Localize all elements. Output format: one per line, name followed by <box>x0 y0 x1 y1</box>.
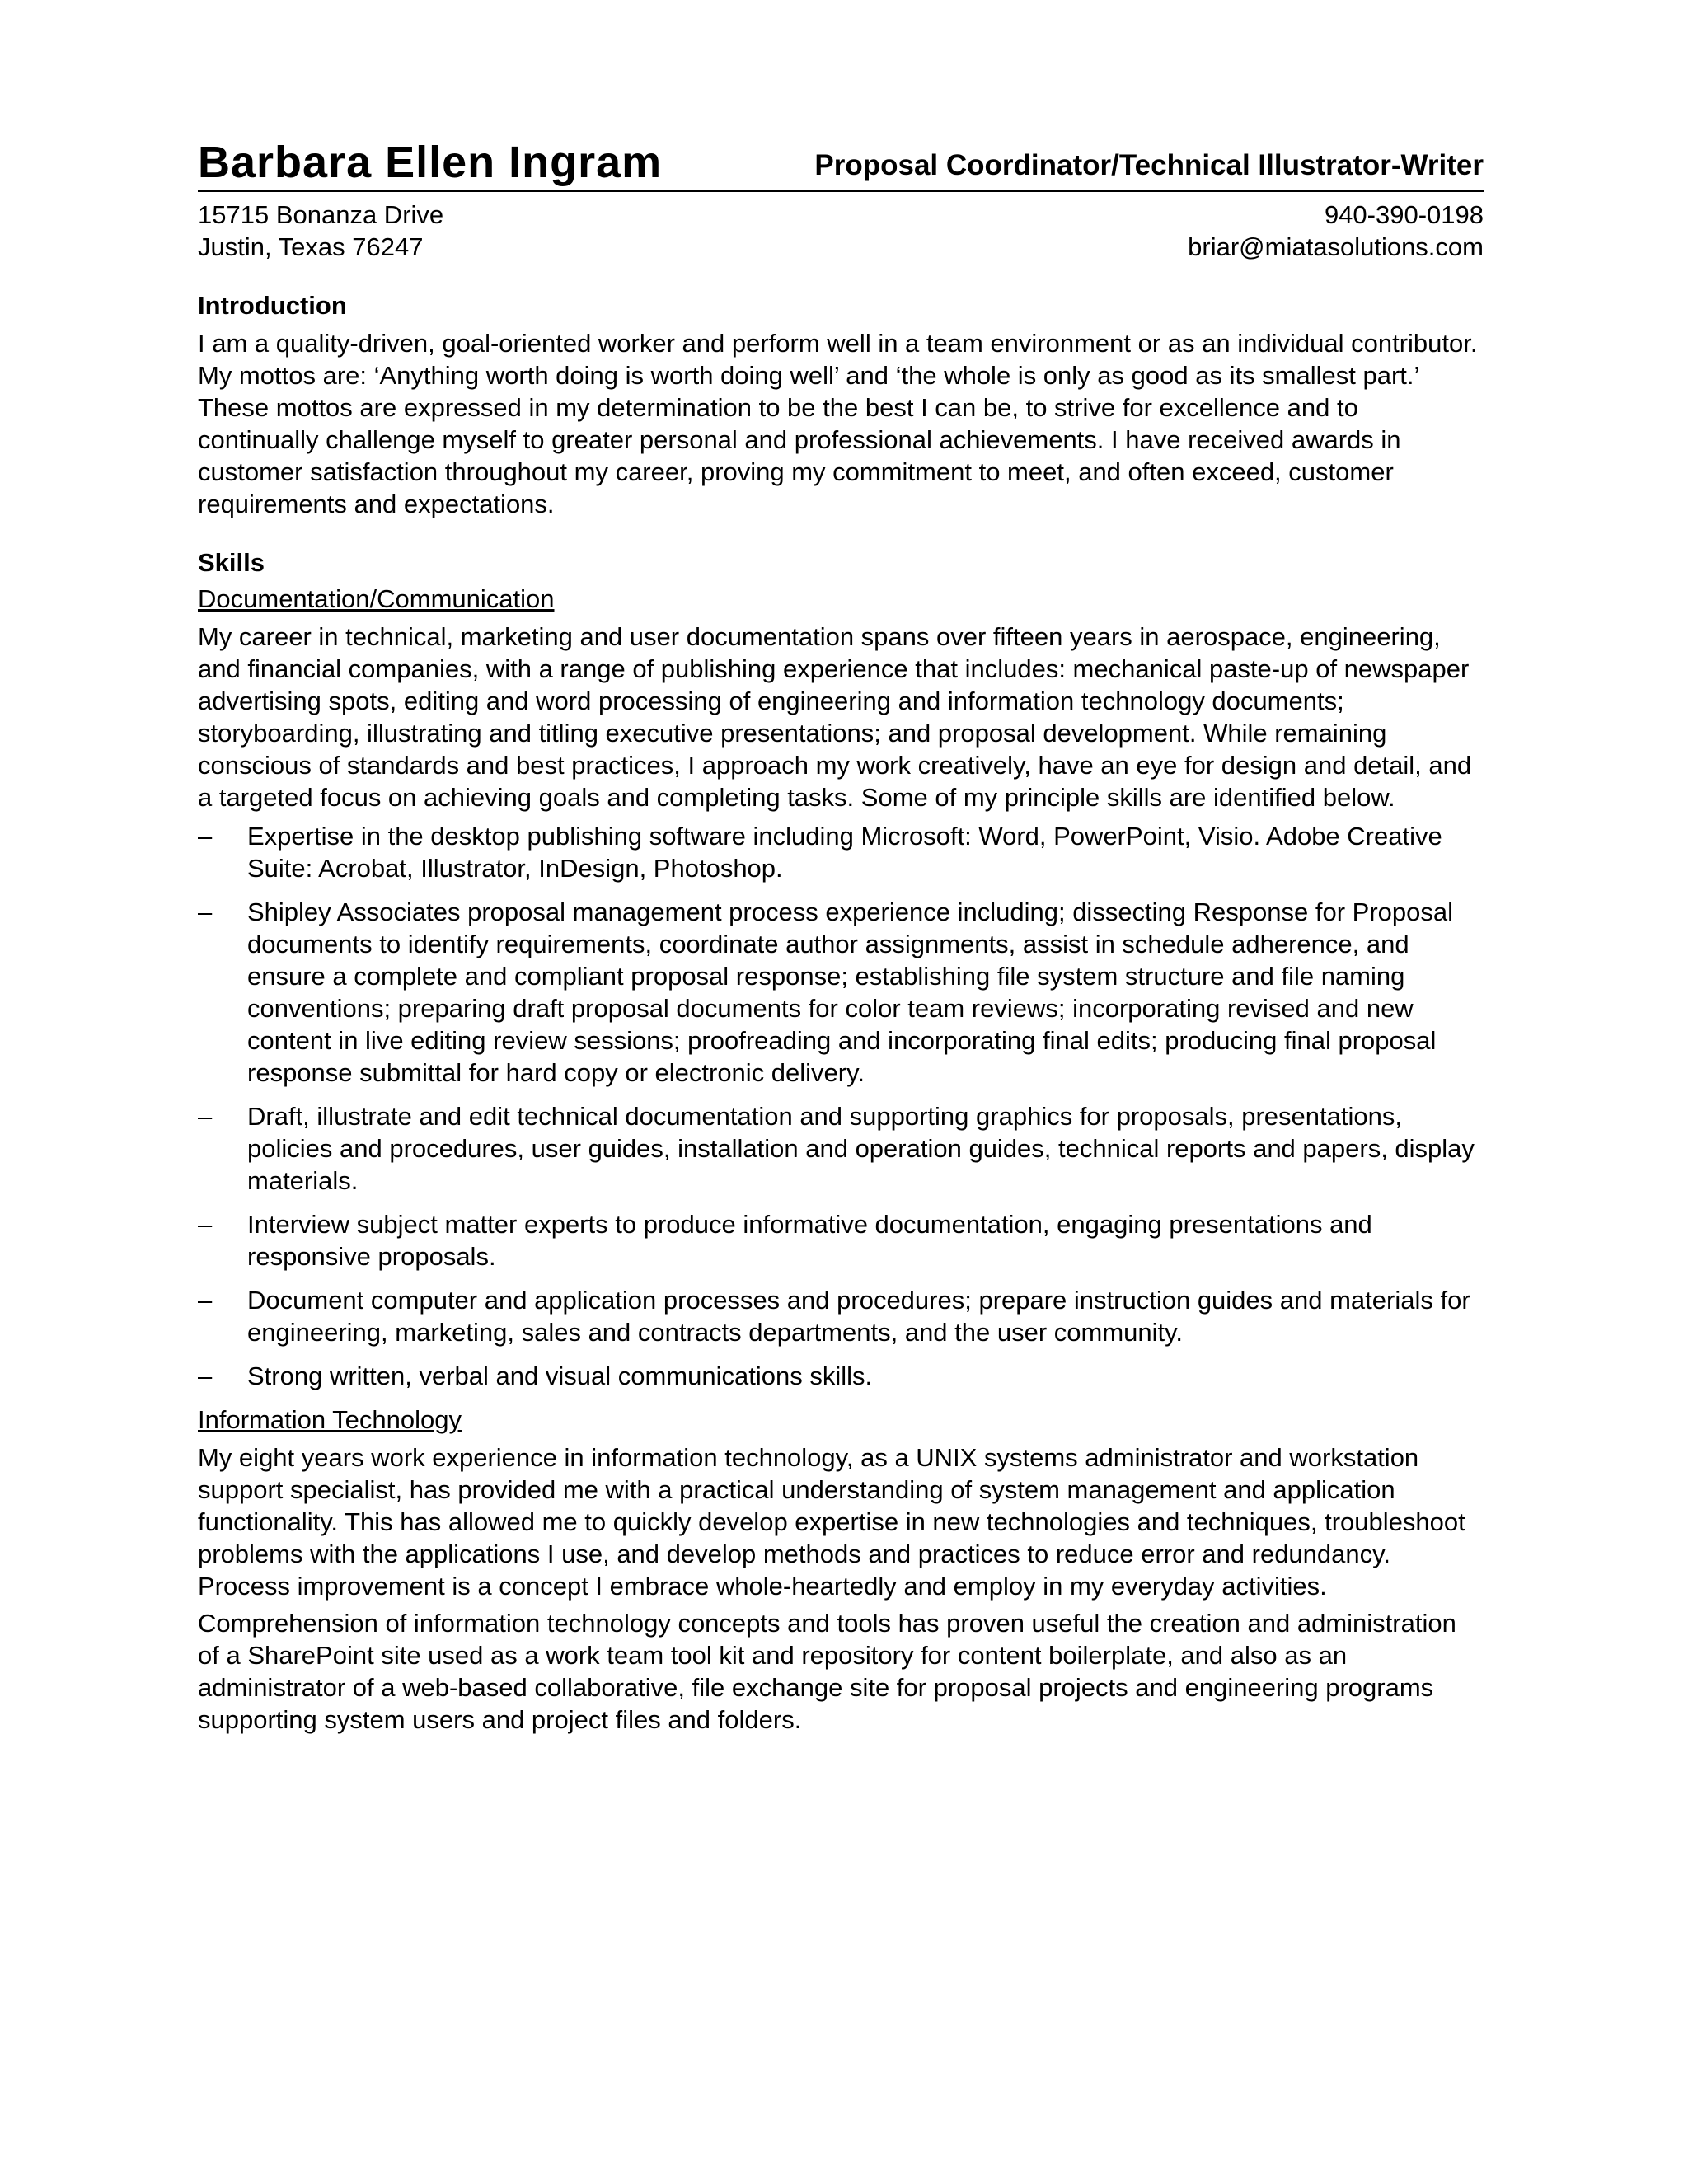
bullet-dash: – <box>198 822 213 851</box>
skills-bullet-list <box>198 820 1484 1392</box>
contact-block <box>198 199 1484 263</box>
list-item <box>198 1100 1484 1197</box>
email-address: briar@miatasolutions.com <box>1188 232 1484 261</box>
resume-header <box>198 140 1484 192</box>
bullet-dash: – <box>198 1361 213 1390</box>
introduction-heading: Introduction <box>198 291 347 320</box>
information-technology-text-2: Comprehension of information technology concepts and tools has proven useful the creation and administration of a SharePoint site used as a work team tool kit and repository for content boilerplate, and also as an administrator of a web-based collaborative, file exchange site for proposal projects and engineering programs supporting system users and project files and folders. <box>198 1609 1456 1734</box>
bullet-text: Draft, illustrate and edit technical documentation and supporting graphics for proposals, presentations, policies and procedures, user guides, installation and operation guides, technical reports and papers, display materials. <box>247 1102 1475 1195</box>
resume-page <box>198 140 1484 1736</box>
candidate-name: Barbara Ellen Ingram <box>198 138 663 187</box>
phone-number: 940-390-0198 <box>1324 200 1484 229</box>
list-item <box>198 896 1484 1089</box>
address-line-2: Justin, Texas 76247 <box>198 232 424 261</box>
documentation-text: My career in technical, marketing and user documentation spans over fifteen years in aerospace, engineering, and financial companies, with a range of publishing experience that includes: mechanical paste-up of newspaper advertising spots, editing and word processing of engineering and information technology documents; storyboarding, illustrating and titling executive presentations; and proposal development. While remaining conscious of standards and best practices, I approach my work creatively, have an eye for design and detail, and a targeted focus on achieving goals and completing tasks. Some of my principle skills are identified below. <box>198 622 1472 812</box>
list-item <box>198 820 1484 884</box>
introduction-text: I am a quality-driven, goal-oriented worker and perform well in a team environment or as an individual contributor. My mottos are: ‘Anything worth doing is worth doing well’ and ‘the whole is only as good as its smallest part.’ These mottos are expressed in my determination to be the best I can be, to strive for excellence and to continually challenge myself to greater personal and professional achievements. I have received awards in customer satisfaction throughout my career, proving my commitment to meet, and often exceed, customer requirements and expectations. <box>198 329 1478 518</box>
address-line-1: 15715 Bonanza Drive <box>198 200 444 229</box>
list-item <box>198 1208 1484 1272</box>
bullet-text: Interview subject matter experts to produce informative documentation, engaging presentations and responsive proposals. <box>247 1210 1372 1271</box>
list-item <box>198 1360 1484 1392</box>
phone-email-block <box>1188 199 1484 263</box>
bullet-dash: – <box>198 898 213 926</box>
list-item <box>198 1284 1484 1348</box>
bullet-text: Strong written, verbal and visual communications skills. <box>247 1361 873 1390</box>
bullet-dash: – <box>198 1102 213 1131</box>
bullet-dash: – <box>198 1210 213 1239</box>
skills-heading: Skills <box>198 548 265 577</box>
candidate-role: Proposal Coordinator/Technical Illustrator-Writer <box>814 149 1484 181</box>
information-technology-text-1: My eight years work experience in information technology, as a UNIX systems administrator and workstation support specialist, has provided me with a practical understanding of system management and application functionality. This has allowed me to quickly develop expertise in new technologies and techniques, troubleshoot problems with the applications I use, and develop methods and practices to reduce error and redundancy. Process improvement is a concept I embrace whole-heartedly and employ in my everyday activities. <box>198 1443 1465 1601</box>
bullet-dash: – <box>198 1286 213 1315</box>
bullet-text: Shipley Associates proposal management process experience including; dissecting Response for Proposal documents to identify requirements, coordinate author assignments, assist in schedule adherence, and ensure a complete and compliant proposal response; establishing file system structure and file naming conventions; preparing draft proposal documents for color team reviews; incorporating revised and new content in live editing review sessions; proofreading and incorporating final edits; producing final proposal response submittal for hard copy or electronic delivery. <box>247 898 1453 1087</box>
bullet-text: Document computer and application processes and procedures; prepare instruction guides and materials for engineering, marketing, sales and contracts departments, and the user community. <box>247 1286 1470 1347</box>
address-block <box>198 199 443 263</box>
documentation-subheading: Documentation/Communication <box>198 584 555 613</box>
bullet-text: Expertise in the desktop publishing software including Microsoft: Word, PowerPoint, Visio. Adobe Creative Suite: Acrobat, Illustrator, InDesign, Photoshop. <box>247 822 1442 883</box>
information-technology-subheading: Information Technology <box>198 1405 462 1434</box>
